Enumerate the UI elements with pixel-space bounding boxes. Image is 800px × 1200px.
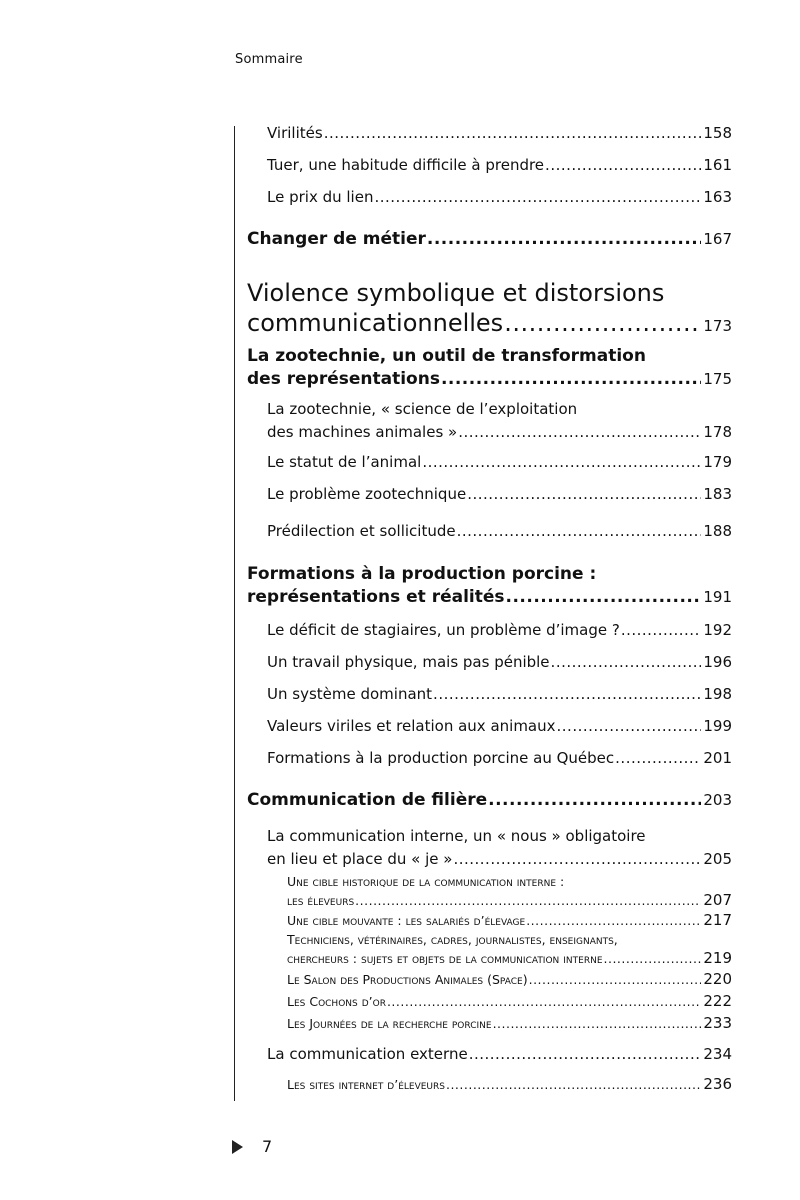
leader-dots bbox=[504, 308, 701, 338]
leader-dots bbox=[529, 970, 702, 989]
page-number: 7 bbox=[262, 1137, 273, 1156]
leader-dots bbox=[387, 992, 701, 1011]
leader-dots bbox=[615, 749, 701, 767]
leader-dots bbox=[506, 586, 702, 609]
toc-label-line1: Une cible historique de la communication interne : bbox=[287, 874, 565, 889]
leader-dots bbox=[557, 717, 702, 735]
toc-label: chercheurs : sujets et objets de la communication interne bbox=[287, 951, 603, 966]
toc-entry[interactable] bbox=[287, 930, 732, 968]
toc-entry[interactable] bbox=[267, 188, 732, 206]
leader-dots bbox=[422, 453, 701, 471]
toc-label-line1: Violence symbolique et distorsions bbox=[247, 279, 665, 307]
toc-page: 220 bbox=[703, 970, 732, 988]
leader-dots bbox=[467, 485, 701, 503]
toc-entry[interactable] bbox=[287, 970, 732, 989]
toc-entry[interactable] bbox=[267, 522, 732, 540]
toc-page: 203 bbox=[703, 791, 732, 809]
toc-page: 217 bbox=[703, 911, 732, 929]
leader-dots bbox=[441, 368, 701, 391]
toc-label-line1: Techniciens, vétérinaires, cadres, journalistes, enseignants, bbox=[287, 932, 618, 947]
toc-page: 188 bbox=[703, 522, 732, 540]
toc-entry[interactable] bbox=[287, 1014, 732, 1033]
toc-page: 192 bbox=[703, 621, 732, 639]
toc-page: 205 bbox=[703, 850, 732, 868]
toc-label: Un travail physique, mais pas pénible bbox=[267, 653, 550, 671]
toc-page: 179 bbox=[703, 453, 732, 471]
toc-page: 207 bbox=[703, 891, 732, 909]
toc-entry[interactable] bbox=[267, 685, 732, 703]
toc-entry[interactable] bbox=[267, 653, 732, 671]
leader-dots bbox=[488, 790, 701, 810]
leader-dots bbox=[604, 949, 702, 968]
margin-rule bbox=[234, 126, 235, 1101]
toc-label: Le Salon des Productions Animales (Space) bbox=[287, 972, 528, 987]
toc-entry[interactable] bbox=[267, 485, 732, 503]
leader-dots bbox=[427, 229, 701, 249]
leader-dots bbox=[355, 891, 701, 910]
toc-label: les éleveurs bbox=[287, 893, 355, 908]
toc-label: Les Cochons d’or bbox=[287, 994, 386, 1009]
toc-label-line1: Formations à la production porcine : bbox=[247, 564, 597, 584]
toc-page: 198 bbox=[703, 685, 732, 703]
leader-dots bbox=[493, 1014, 702, 1033]
toc-label: Prédilection et sollicitude bbox=[267, 522, 456, 540]
toc-label-line1: La zootechnie, un outil de transformation bbox=[247, 346, 646, 366]
toc-entry[interactable] bbox=[267, 124, 732, 142]
leader-dots bbox=[621, 621, 702, 639]
toc-label: Une cible mouvante : les salariés d’élevage bbox=[287, 913, 526, 928]
leader-dots bbox=[545, 156, 701, 174]
toc-page: 167 bbox=[703, 230, 732, 248]
toc-label-line1: La zootechnie, « science de l’exploitation bbox=[267, 400, 578, 418]
toc-label: Le prix du lien bbox=[267, 188, 374, 206]
toc-label: Tuer, une habitude difficile à prendre bbox=[267, 156, 545, 174]
toc-entry[interactable] bbox=[247, 563, 732, 609]
toc-entry[interactable] bbox=[267, 453, 732, 471]
toc-page: 191 bbox=[703, 588, 732, 606]
toc-entry[interactable] bbox=[267, 398, 732, 444]
toc-entry[interactable] bbox=[267, 156, 732, 174]
toc-page: 201 bbox=[703, 749, 732, 767]
leader-dots bbox=[551, 653, 702, 671]
toc-label: Le statut de l’animal bbox=[267, 453, 422, 471]
toc-entry[interactable] bbox=[247, 278, 732, 341]
leader-dots bbox=[324, 124, 702, 142]
toc-entry[interactable] bbox=[267, 621, 732, 639]
toc-label: Changer de métier bbox=[247, 229, 426, 249]
toc-page: 236 bbox=[703, 1075, 732, 1093]
toc-entry[interactable] bbox=[267, 717, 732, 735]
leader-dots bbox=[457, 522, 702, 540]
toc-page: 196 bbox=[703, 653, 732, 671]
leader-dots bbox=[374, 188, 701, 206]
toc-label: Le problème zootechnique bbox=[267, 485, 467, 503]
toc-entry[interactable] bbox=[267, 825, 732, 871]
toc-entry[interactable] bbox=[287, 1075, 732, 1094]
toc-entry[interactable] bbox=[287, 992, 732, 1011]
toc-page: 219 bbox=[703, 949, 732, 967]
toc-entry[interactable] bbox=[287, 872, 732, 910]
toc-label: Virilités bbox=[267, 124, 323, 142]
play-arrow-icon bbox=[232, 1140, 243, 1154]
toc-label: Valeurs viriles et relation aux animaux bbox=[267, 717, 556, 735]
toc-page: 178 bbox=[703, 423, 732, 441]
toc-page: 175 bbox=[703, 370, 732, 388]
toc-label: Formations à la production porcine au Québec bbox=[267, 749, 615, 767]
toc-page: 233 bbox=[703, 1014, 732, 1032]
toc-entry[interactable] bbox=[267, 1045, 732, 1063]
toc-label: Les Journées de la recherche porcine bbox=[287, 1016, 492, 1031]
toc-page: 234 bbox=[703, 1045, 732, 1063]
toc-entry[interactable] bbox=[247, 229, 732, 249]
leader-dots bbox=[469, 1045, 702, 1063]
toc-label: Un système dominant bbox=[267, 685, 433, 703]
leader-dots bbox=[453, 848, 701, 871]
toc-label: La communication externe bbox=[267, 1045, 468, 1063]
toc-label: représentations et réalités bbox=[247, 587, 505, 607]
toc-entry[interactable] bbox=[247, 790, 732, 810]
toc-label: des machines animales » bbox=[267, 423, 458, 441]
toc-page: 161 bbox=[703, 156, 732, 174]
toc-label: Communication de filière bbox=[247, 790, 488, 810]
toc-page: 158 bbox=[703, 124, 732, 142]
toc-entry[interactable] bbox=[287, 911, 732, 930]
toc-label: Le déficit de stagiaires, un problème d’image ? bbox=[267, 621, 620, 639]
toc-entry[interactable] bbox=[267, 749, 732, 767]
toc-page: 183 bbox=[703, 485, 732, 503]
toc-page: 173 bbox=[703, 317, 732, 335]
toc-page: 163 bbox=[703, 188, 732, 206]
toc-label: Les sites internet d’éleveurs bbox=[287, 1077, 445, 1092]
leader-dots bbox=[446, 1075, 701, 1094]
toc-label: des représentations bbox=[247, 369, 440, 389]
toc-page: 222 bbox=[703, 992, 732, 1010]
toc-label: en lieu et place du « je » bbox=[267, 850, 453, 868]
toc-label: communicationnelles bbox=[247, 309, 504, 337]
leader-dots bbox=[526, 911, 701, 930]
toc-page: 199 bbox=[703, 717, 732, 735]
leader-dots bbox=[433, 685, 701, 703]
running-header: Sommaire bbox=[235, 52, 303, 67]
leader-dots bbox=[458, 421, 701, 444]
toc-entry[interactable] bbox=[247, 345, 732, 391]
toc-label-line1: La communication interne, un « nous » obligatoire bbox=[267, 827, 646, 845]
